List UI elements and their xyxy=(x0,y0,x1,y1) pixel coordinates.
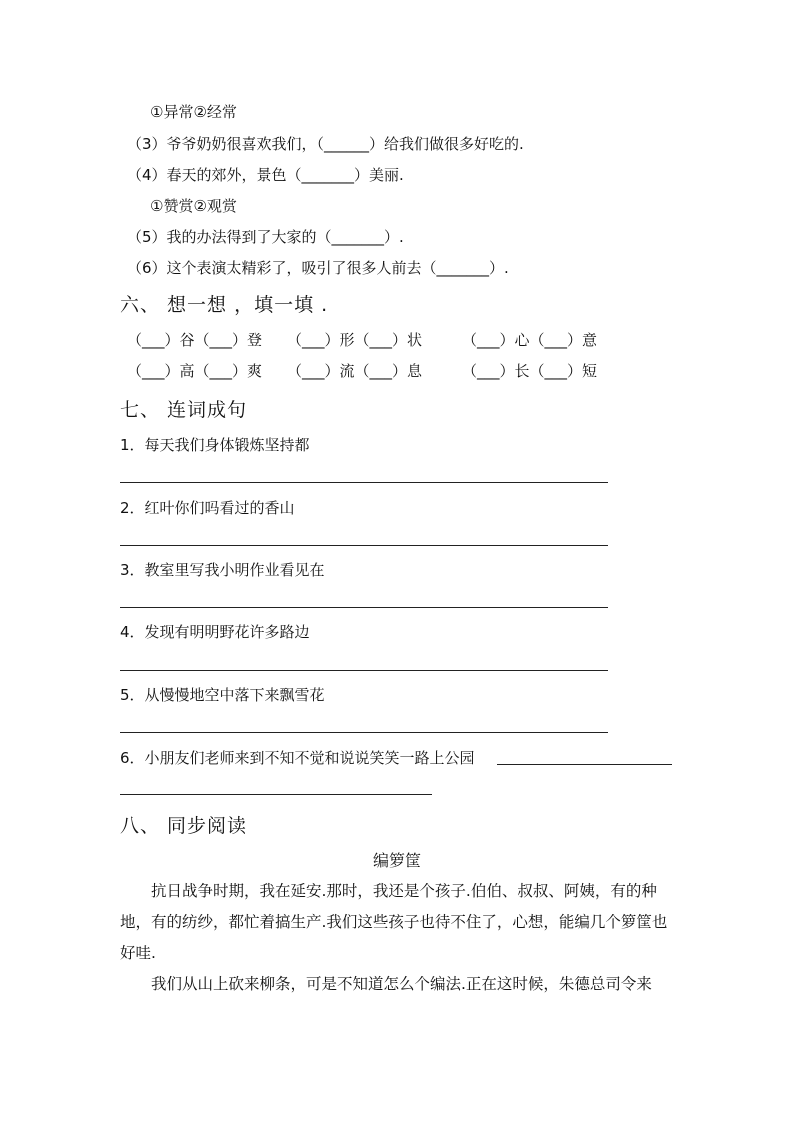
idiom-cell: （___）长（___）短 xyxy=(462,362,598,380)
sentence-item-4: 4．发现有明明野花许多路边 xyxy=(120,623,310,641)
answer-line-6b[interactable] xyxy=(120,794,432,795)
passage-paragraph-2: 我们从山上砍来柳条，可是不知道怎么个编法.正在这时候，朱德总司令来 xyxy=(151,975,652,993)
idiom-cell: （___）谷（___）登 xyxy=(127,331,263,349)
idiom-cell: （___）形（___）状 xyxy=(287,331,423,349)
section-8-heading: 八、 同步阅读 xyxy=(120,815,248,837)
passage-title: 编箩筐 xyxy=(372,851,421,870)
reading-passage xyxy=(120,876,680,1000)
fill-item-6: （6）这个表演太精彩了，吸引了很多人前去（_______）. xyxy=(127,259,509,277)
idiom-cell: （___）心（___）意 xyxy=(462,331,598,349)
answer-line-2[interactable] xyxy=(120,545,608,546)
sentence-item-6: 6．小朋友们老师来到不知不觉和说说笑笑一路上公园 xyxy=(120,749,475,767)
section-7-heading: 七、 连词成句 xyxy=(120,399,248,421)
section-6-heading: 六、 想一想 ，填一填 . xyxy=(120,294,329,316)
fill-item-4: （4）春天的郊外，景色（_______）美丽. xyxy=(127,166,404,184)
idiom-cell: （___）流（___）息 xyxy=(287,362,423,380)
choice-options-2: ①赞赏②观赏 xyxy=(150,197,237,215)
sentence-item-1: 1．每天我们身体锻炼坚持都 xyxy=(120,436,310,454)
answer-line-6a[interactable] xyxy=(497,764,672,765)
fill-item-3: （3）爷爷奶奶很喜欢我们，（______）给我们做很多好吃的. xyxy=(127,135,524,153)
sentence-item-3: 3．教室里写我小明作业看见在 xyxy=(120,561,325,579)
answer-line-3[interactable] xyxy=(120,607,608,608)
idiom-cell: （___）高（___）爽 xyxy=(127,362,263,380)
passage-paragraph-1: 抗日战争时期，我在延安.那时，我还是个孩子.伯伯、叔叔、阿姨，有的种地，有的纺纱，都忙着搞生产.我们这些孩子也待不住了，心想，能编几个箩筐也好哇. xyxy=(120,882,668,962)
sentence-item-2: 2．红叶你们吗看过的香山 xyxy=(120,499,295,517)
fill-item-5: （5）我的办法得到了大家的（_______）. xyxy=(127,228,404,246)
sentence-item-5: 5．从慢慢地空中落下来飘雪花 xyxy=(120,686,325,704)
answer-line-4[interactable] xyxy=(120,670,608,671)
answer-line-5[interactable] xyxy=(120,732,608,733)
choice-options-1: ①异常②经常 xyxy=(150,103,237,121)
answer-line-1[interactable] xyxy=(120,482,608,483)
